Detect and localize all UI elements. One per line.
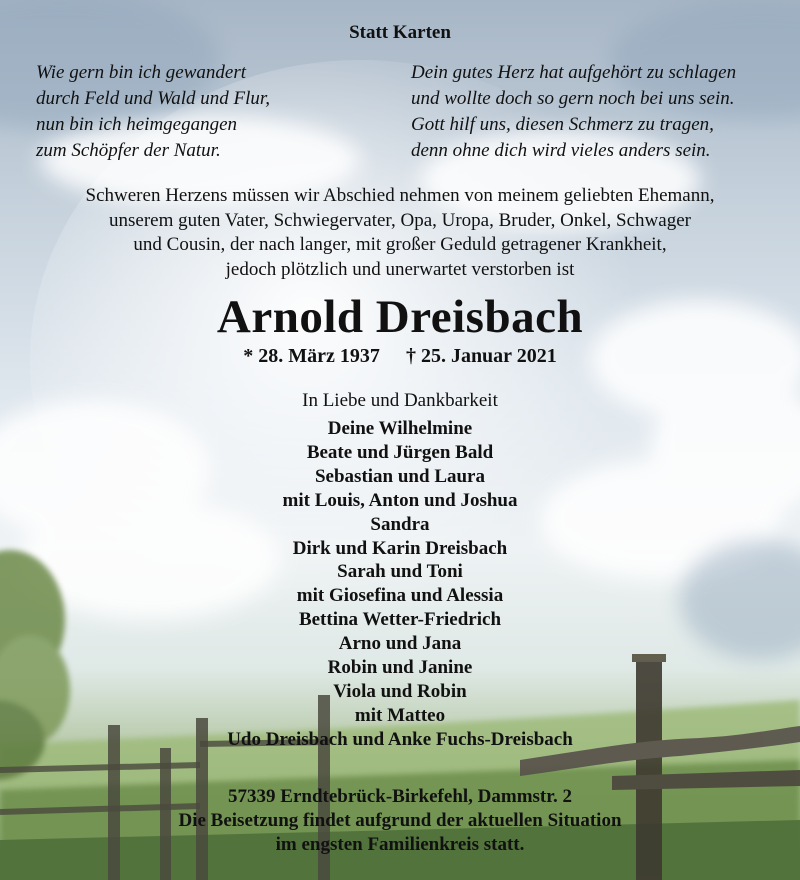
- intro-line: jedoch plötzlich und unerwartet verstorben ist: [225, 258, 575, 280]
- footer-address: [0, 785, 800, 857]
- deceased-name: Arnold Dreisbach: [216, 291, 584, 343]
- family-member: Udo Dreisbach und Anke Fuchs-Dreisbach: [227, 728, 573, 750]
- funeral-note: Die Beisetzung findet aufgrund der aktuellen Situation: [178, 810, 622, 831]
- birth-date: * 28. März 1937: [243, 345, 380, 367]
- intro-line: unserem guten Vater, Schwiegervater, Opa, Uropa, Bruder, Onkel, Schwager: [109, 209, 691, 231]
- address-line: 57339 Erndtebrück-Birkefehl, Dammstr. 2: [228, 786, 572, 807]
- intro-text: [0, 184, 800, 282]
- family-member: Deine Wilhelmine: [327, 418, 473, 439]
- funeral-note: im engsten Familienkreis statt.: [275, 834, 525, 855]
- header-statt-karten: Statt Karten: [349, 22, 451, 43]
- poem-line: nun bin ich heimgegangen: [36, 114, 238, 135]
- poem-line: und wollte doch so gern noch bei uns sein.: [411, 88, 735, 109]
- intro-line: Schweren Herzens müssen wir Abschied nehmen von meinem geliebten Ehemann,: [85, 185, 715, 206]
- family-list: [0, 417, 800, 752]
- poem-line: Gott hilf uns, diesen Schmerz zu tragen,: [411, 114, 714, 135]
- poem-left: [36, 60, 376, 164]
- family-member: Robin und Janine: [327, 657, 473, 679]
- family-member: mit Giosefina und Alessia: [296, 585, 504, 607]
- family-member: mit Louis, Anton und Joshua: [282, 489, 518, 511]
- family-member: Arno und Jana: [338, 633, 462, 655]
- family-member: Sandra: [370, 513, 430, 535]
- poem-line: Wie gern bin ich gewandert: [36, 62, 247, 83]
- family-member: Dirk und Karin Dreisbach: [292, 537, 508, 559]
- family-member: Viola und Robin: [333, 680, 467, 702]
- death-date: † 25. Januar 2021: [405, 345, 557, 367]
- family-member: Sarah und Toni: [337, 561, 463, 583]
- intro-line: und Cousin, der nach langer, mit großer Geduld getragener Krankheit,: [133, 234, 667, 255]
- poem-line: denn ohne dich wird vieles anders sein.: [411, 140, 711, 161]
- poem-line: durch Feld und Wald und Flur,: [36, 88, 270, 109]
- family-member: Beate und Jürgen Bald: [306, 441, 494, 463]
- life-dates: [0, 345, 800, 368]
- thanks-line: In Liebe und Dankbarkeit: [302, 390, 498, 411]
- poem-line: Dein gutes Herz hat aufgehört zu schlagen: [411, 62, 737, 83]
- family-member: mit Matteo: [354, 704, 446, 726]
- family-member: Sebastian und Laura: [314, 465, 485, 487]
- poem-line: zum Schöpfer der Natur.: [36, 140, 221, 161]
- family-member: Bettina Wetter-Friedrich: [298, 609, 502, 631]
- poem-right: [411, 60, 781, 164]
